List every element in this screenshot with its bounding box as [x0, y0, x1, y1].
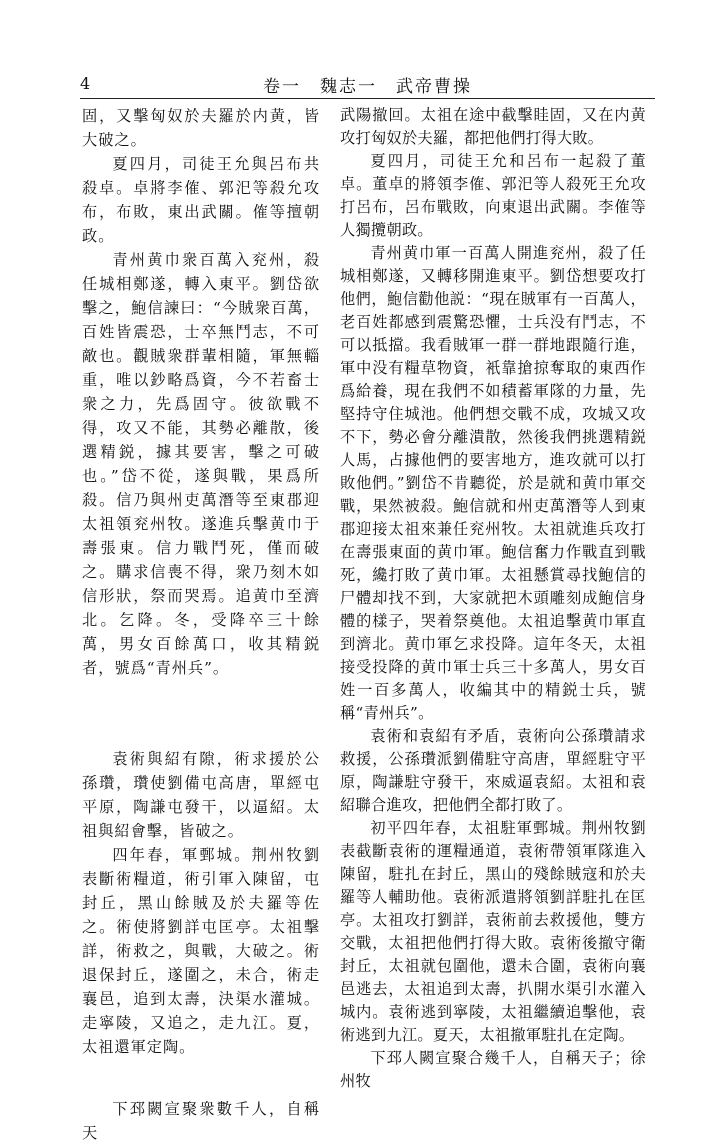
right-paragraph: 夏四月，司徒王允和呂布一起殺了董卓。董卓的將領李傕、郭汜等人殺死王允攻打呂布，呂布戰敗，向東退出武關。李傕等人獨攬朝政。 [340, 152, 646, 239]
right-column-translation [340, 104, 646, 1093]
page-number: 4 [80, 74, 91, 93]
left-paragraph: 下邳闕宣聚衆數千人，自稱天 [82, 1100, 320, 1142]
left-paragraph: 四年春，軍鄄城。荆州牧劉表斷術糧道，術引軍入陳留，屯封丘，黑山餘賊及於夫羅等佐之。術使將劉詳屯匡亭。太祖擊詳，術救之，與戰，大破之。術退保封丘，遂圍之，未合，術走襄邑，追到太壽，決渠水灌城。走寧陵，又追之，走九江。夏，太祖還軍定陶。 [82, 846, 320, 1056]
page-header [80, 70, 655, 96]
left-paragraph: 固，又擊匈奴於夫羅於内黄，皆大破之。 [82, 107, 320, 149]
right-paragraph: 袁術和袁紹有矛盾，袁術向公孫瓚請求救援，公孫瓚派劉備駐守高唐，單經駐守平原，陶謙駐守發干，來威逼袁紹。太祖和袁紹聯合進攻，把他們全都打敗了。 [340, 727, 646, 814]
column-spacer [82, 1059, 320, 1097]
left-column-original-text [82, 104, 320, 1145]
right-paragraph: 武陽撤回。太祖在途中截擊眭固，又在内黄攻打匈奴於夫羅，都把他們打得大敗。 [340, 106, 646, 147]
right-paragraph: 初平四年春，太祖駐軍鄄城。荆州牧劉表截斷袁術的運糧通道，袁術帶領軍隊進入陳留，駐扎在封丘，黑山的殘餘賊寇和於夫羅等人輔助他。袁術派遣將領劉詳駐扎在匡亭。太祖攻打劉詳，袁術前去救援他，雙方交戰，太祖把他們打得大敗。袁術後撤守衛封丘，太祖就包圍他，還未合圍，袁術向襄邑逃去，太祖追到太壽，扒開水渠引水灌入城内。袁術逃到寧陵，太祖繼續追擊他，袁術逃到九江。夏天，太祖撤軍駐扎在定陶。 [340, 819, 646, 1044]
right-paragraph: 下邳人闕宣聚合幾千人，自稱天子；徐州牧 [340, 1049, 646, 1090]
header-rule [80, 98, 655, 99]
left-paragraph: 夏四月，司徒王允與呂布共殺卓。卓將李傕、郭汜等殺允攻布，布敗，東出武關。傕等擅朝政。 [82, 155, 320, 245]
running-title: 卷一 魏志一 武帝曹操 [263, 77, 472, 97]
left-paragraph: 青州黄巾衆百萬入兖州，殺任城相鄭遂，轉入東平。劉岱欲擊之，鮑信諫曰：“今賊衆百萬，百姓皆震恐，士卒無鬥志，不可敵也。觀賊衆群輩相隨，軍無輜重，唯以鈔略爲資，今不若畜士衆之力，先爲固守。彼欲戰不得，攻又不能，其勢必離散，後選精鋭，據其要害，擊之可破也。”岱不從，遂與戰，果爲所殺。信乃與州吏萬潛等至東郡迎太祖領兖州牧。遂進兵擊黄巾于壽張東。信力戰鬥死，僅而破之。購求信喪不得，衆乃刻木如信形狀，祭而哭焉。追黄巾至濟北。乞降。冬，受降卒三十餘萬，男女百餘萬口，收其精鋭者，號爲“青州兵”。 [82, 251, 320, 677]
left-paragraph: 袁術與紹有隙，術求援於公孫瓚，瓚使劉備屯高唐，單經屯平原，陶謙屯發干，以逼紹。太祖與紹會擊，皆破之。 [82, 750, 320, 840]
right-paragraph: 青州黄巾軍一百萬人開進兖州，殺了任城相鄭遂，又轉移開進東平。劉岱想要攻打他們，鮑信勸他説：“現在賊軍有一百萬人，老百姓都感到震驚恐懼，士兵没有鬥志，不可以抵擋。我看賊軍一群一群地跟隨行進，軍中没有糧草物資，衹靠搶掠奪取的東西作爲給養，現在我們不如積蓄軍隊的力量，先堅持守住城池。他們想交戰不成，攻城又攻不下，勢必會分離潰散，然後我們挑選精鋭人馬，占據他們的要害地方，進攻就可以打敗他們。”劉岱不肯聽從，於是就和黄巾軍交戰，果然被殺。鮑信就和州吏萬潛等人到東郡迎接太祖來兼任兖州牧。太祖就進兵攻打在壽張東面的黄巾軍。鮑信奮力作戰直到戰死，纔打敗了黄巾軍。太祖懸賞尋找鮑信的尸體却找不到，大家就把木頭雕刻成鮑信身體的樣子，哭着祭奠他。太祖追擊黄巾軍直到濟北。黄巾軍乞求投降。這年冬天，太祖接受投降的黄巾軍士兵三十多萬人，男女百姓一百多萬人，收編其中的精鋭士兵，號稱“青州兵”。 [340, 244, 646, 722]
column-spacer [82, 680, 320, 747]
